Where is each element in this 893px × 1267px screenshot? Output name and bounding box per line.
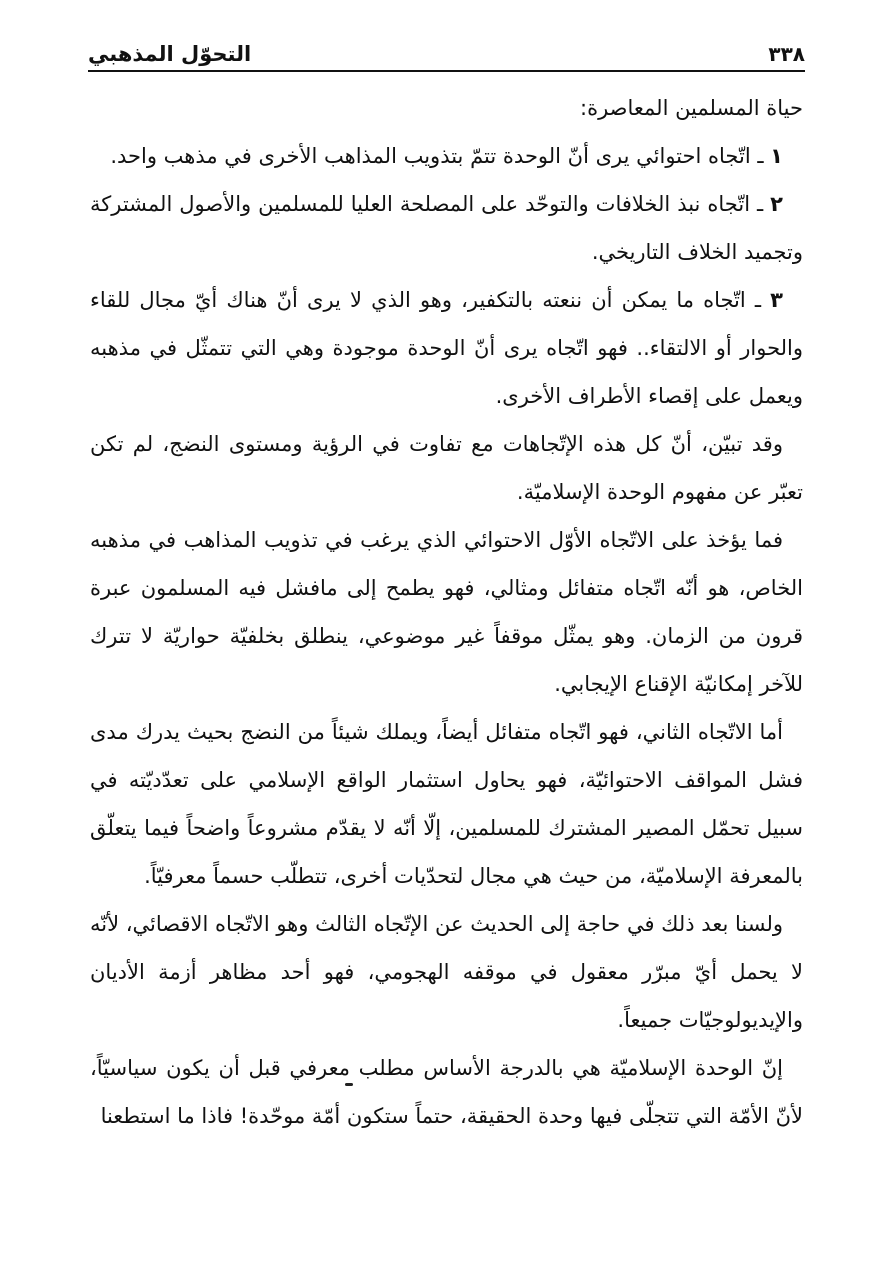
item-number: ١	[770, 144, 783, 168]
item-number: ٢	[770, 192, 783, 216]
paragraph: وقد تبيّن، أنّ كل هذه الإتّجاهات مع تفاوت في الرؤية ومستوى النضج، لم تكن تعبّر عن مفهوم الوحدة الإسلاميّة.	[90, 432, 803, 504]
body-text	[90, 84, 803, 1140]
item-text: ـ اتّجاه نبذ الخلافات والتوحّد على المصلحة العليا للمسلمين والأصول المشتركة وتجميد الخلاف التاريخي.	[90, 192, 803, 264]
item-text: ـ اتّجاه احتوائي يرى أنّ الوحدة تتمّ بتذويب المذاهب الأخرى في مذهب واحد.	[110, 144, 764, 168]
section-title: حياة المسلمين المعاصرة:	[580, 96, 803, 120]
item-number: ٣	[770, 288, 783, 312]
list-item	[90, 180, 803, 276]
paragraph: فما يؤخذ على الاتّجاه الأوّل الاحتوائي الذي يرغب في تذويب المذاهب في مذهبه الخاص، هو أنّه اتّجاه متفائل ومثالي، فهو يطمح إلى مافشل فيه المسلمون عبرة قرون من الزمان. وهو يمثّل موقفاً غير موضوعي، ينطلق بخلفيّة حواريّة لا تترك للآخر إمكانيّة الإقناع الإيجابي.	[90, 528, 803, 696]
item-text: ـ اتّجاه ما يمكن أن ننعته بالتكفير، وهو الذي لا يرى أنّ هناك أيّ مجال للقاء والحوار أو الالتقاء.. فهو اتّجاه يرى أنّ الوحدة موجودة وهي التي تتمثّل في مذهبه ويعمل على إقصاء الأطراف الأخرى.	[90, 288, 803, 408]
ink-speck	[345, 1083, 353, 1086]
running-title: التحوّل المذهبي	[88, 42, 252, 66]
list-item	[90, 276, 803, 420]
list-item	[90, 132, 803, 180]
page-number: ٣٣٨	[768, 42, 805, 66]
paragraph: ولسنا بعد ذلك في حاجة إلى الحديث عن الإتّجاه الثالث وهو الاتّجاه الاقصائي، لأنّه لا يحمل أيّ مبرّر معقول في موقفه الهجومي، فهو أحد مظاهر أزمة الأديان والإيديولوجيّات جميعاً.	[90, 912, 803, 1032]
running-header	[88, 30, 805, 72]
paragraph: أما الاتّجاه الثاني، فهو اتّجاه متفائل أيضاً، ويملك شيئاً من النضج بحيث يدرك مدى فشل المواقف الاحتوائيّة، فهو يحاول استثمار الواقع الإسلامي على تعدّديّته في سبيل تحمّل المصير المشترك للمسلمين، إلّا أنّه لا يقدّم مشروعاً واضحاً فيما يتعلّق بالمعرفة الإسلاميّة، من حيث هي مجال لتحدّيات أخرى، تتطلّب حسماً معرفيّاً.	[90, 720, 803, 888]
paragraph: إنّ الوحدة الإسلاميّة هي بالدرجة الأساس مطلب معرفي قبل أن يكون سياسيّاً، لأنّ الأمّة التي تتجلّى فيها وحدة الحقيقة، حتماً ستكون أمّة موحّدة! فاذا ما استطعنا	[90, 1056, 803, 1128]
